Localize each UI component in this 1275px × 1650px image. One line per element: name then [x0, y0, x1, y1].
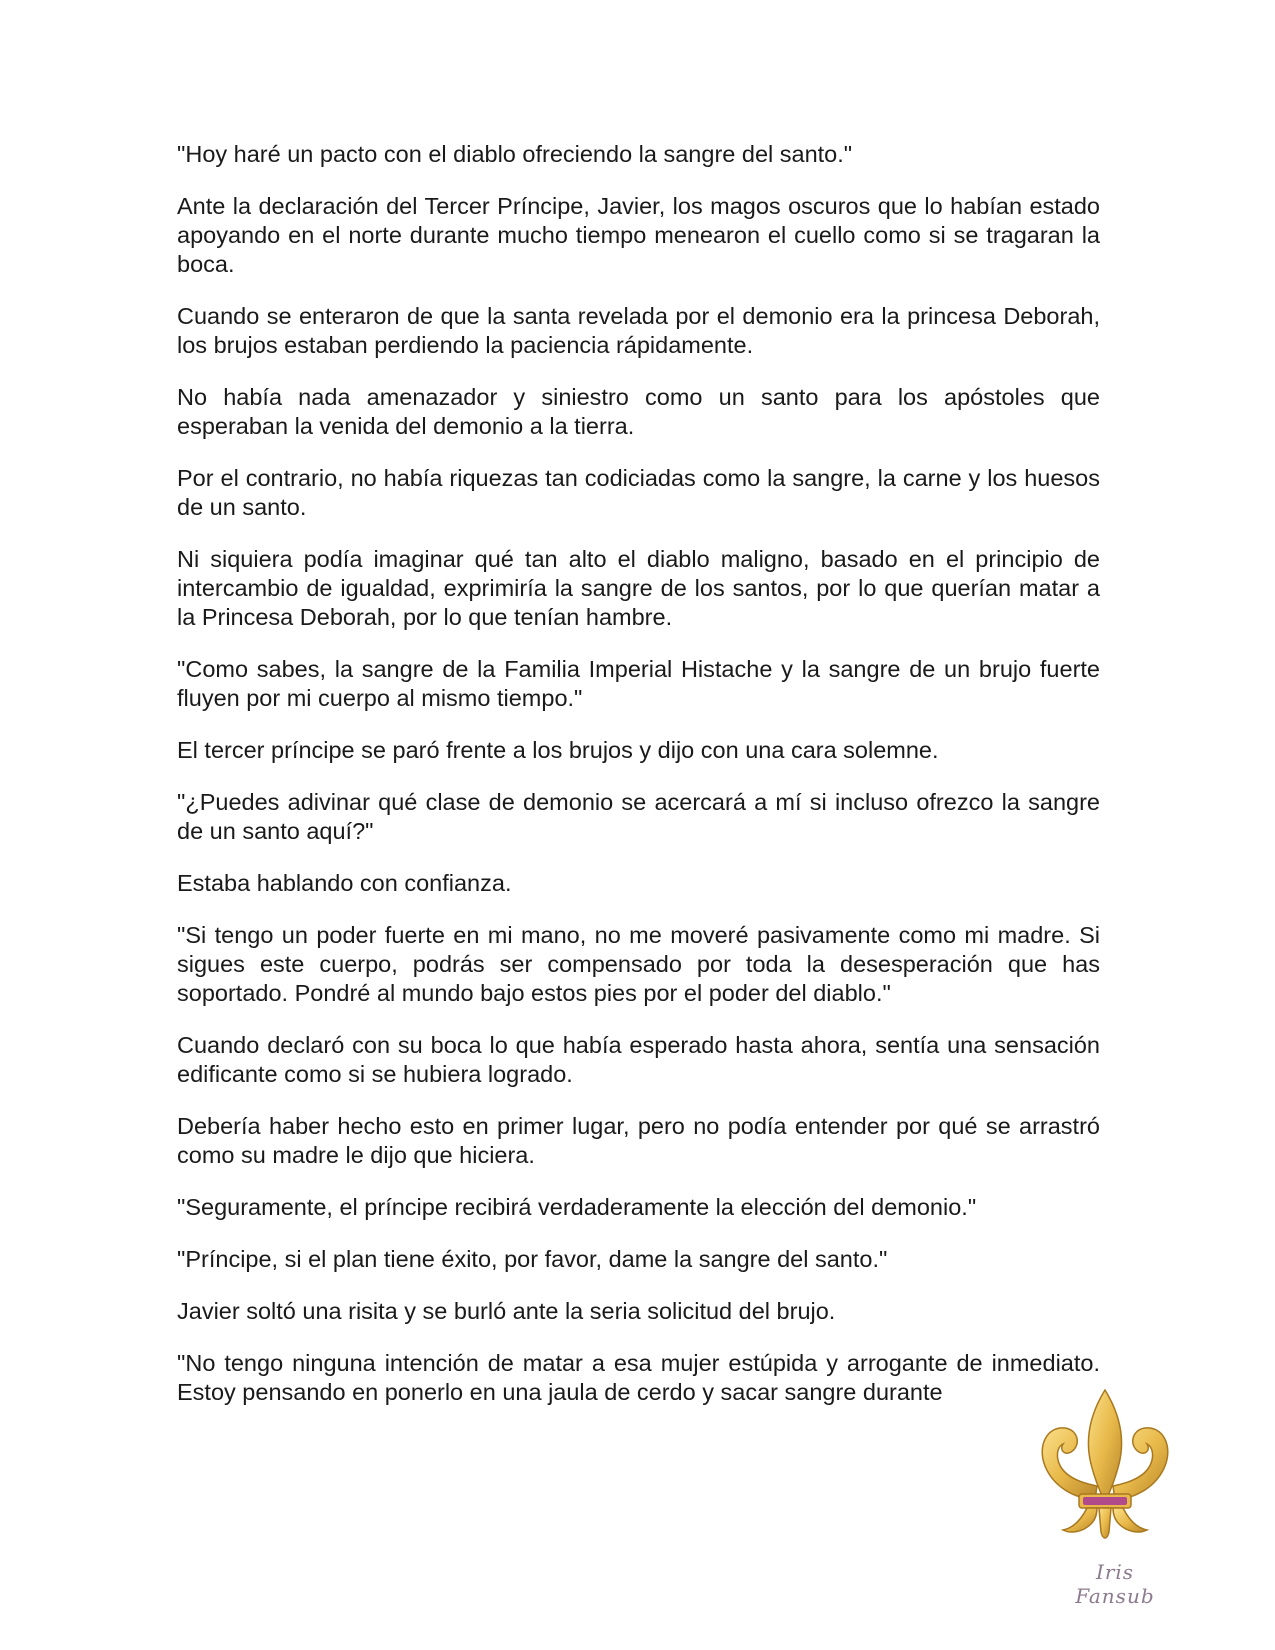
paragraph: Cuando se enteraron de que la santa revelada por el demonio era la princesa Deborah, los brujos estaban perdiendo la paciencia rápidamente.	[177, 303, 1100, 358]
paragraph: "Como sabes, la sangre de la Familia Imperial Histache y la sangre de un brujo fuerte fluyen por mi cuerpo al mismo tiempo."	[177, 656, 1100, 711]
paragraph: El tercer príncipe se paró frente a los brujos y dijo con una cara solemne.	[177, 737, 939, 763]
paragraph: "Si tengo un poder fuerte en mi mano, no me moveré pasivamente como mi madre. Si sigues este cuerpo, podrás ser compensado por toda la desesperación que has soportado. Pondré al mundo bajo estos pies por el poder del diablo."	[177, 922, 1100, 1006]
paragraph: Por el contrario, no había riquezas tan codiciadas como la sangre, la carne y los huesos de un santo.	[177, 465, 1100, 520]
paragraph: "Príncipe, si el plan tiene éxito, por favor, dame la sangre del santo."	[177, 1246, 888, 1272]
paragraph: "Seguramente, el príncipe recibirá verdaderamente la elección del demonio."	[177, 1194, 977, 1220]
watermark-text: Iris Fansub	[1075, 1560, 1155, 1608]
document-body	[177, 140, 1100, 1430]
paragraph: No había nada amenazador y siniestro como un santo para los apóstoles que esperaban la venida del demonio a la tierra.	[177, 384, 1100, 439]
paragraph: Ante la declaración del Tercer Príncipe, Javier, los magos oscuros que lo habían estado apoyando en el norte durante mucho tiempo menearon el cuello como si se tragaran la boca.	[177, 193, 1100, 277]
paragraph: "¿Puedes adivinar qué clase de demonio se acercará a mí si incluso ofrezco la sangre de un santo aquí?"	[177, 789, 1100, 844]
paragraph: Debería haber hecho esto en primer lugar, pero no podía entender por qué se arrastró como su madre le dijo que hiciera.	[177, 1113, 1100, 1168]
paragraph: "No tengo ninguna intención de matar a esa mujer estúpida y arrogante de inmediato. Estoy pensando en ponerlo en una jaula de cerdo y sacar sangre durante	[177, 1350, 1100, 1405]
paragraph: Ni siquiera podía imaginar qué tan alto el diablo maligno, basado en el principio de intercambio de igualdad, exprimiría la sangre de los santos, por lo que querían matar a la Princesa Deborah, por lo que tenían hambre.	[177, 546, 1100, 630]
paragraph: Javier soltó una risita y se burló ante la seria solicitud del brujo.	[177, 1298, 836, 1324]
fleur-de-lis-icon	[1025, 1382, 1185, 1562]
watermark	[1025, 1382, 1185, 1608]
paragraph: Estaba hablando con confianza.	[177, 870, 512, 896]
paragraph: "Hoy haré un pacto con el diablo ofreciendo la sangre del santo."	[177, 141, 853, 167]
paragraph: Cuando declaró con su boca lo que había esperado hasta ahora, sentía una sensación edificante como si se hubiera logrado.	[177, 1032, 1100, 1087]
